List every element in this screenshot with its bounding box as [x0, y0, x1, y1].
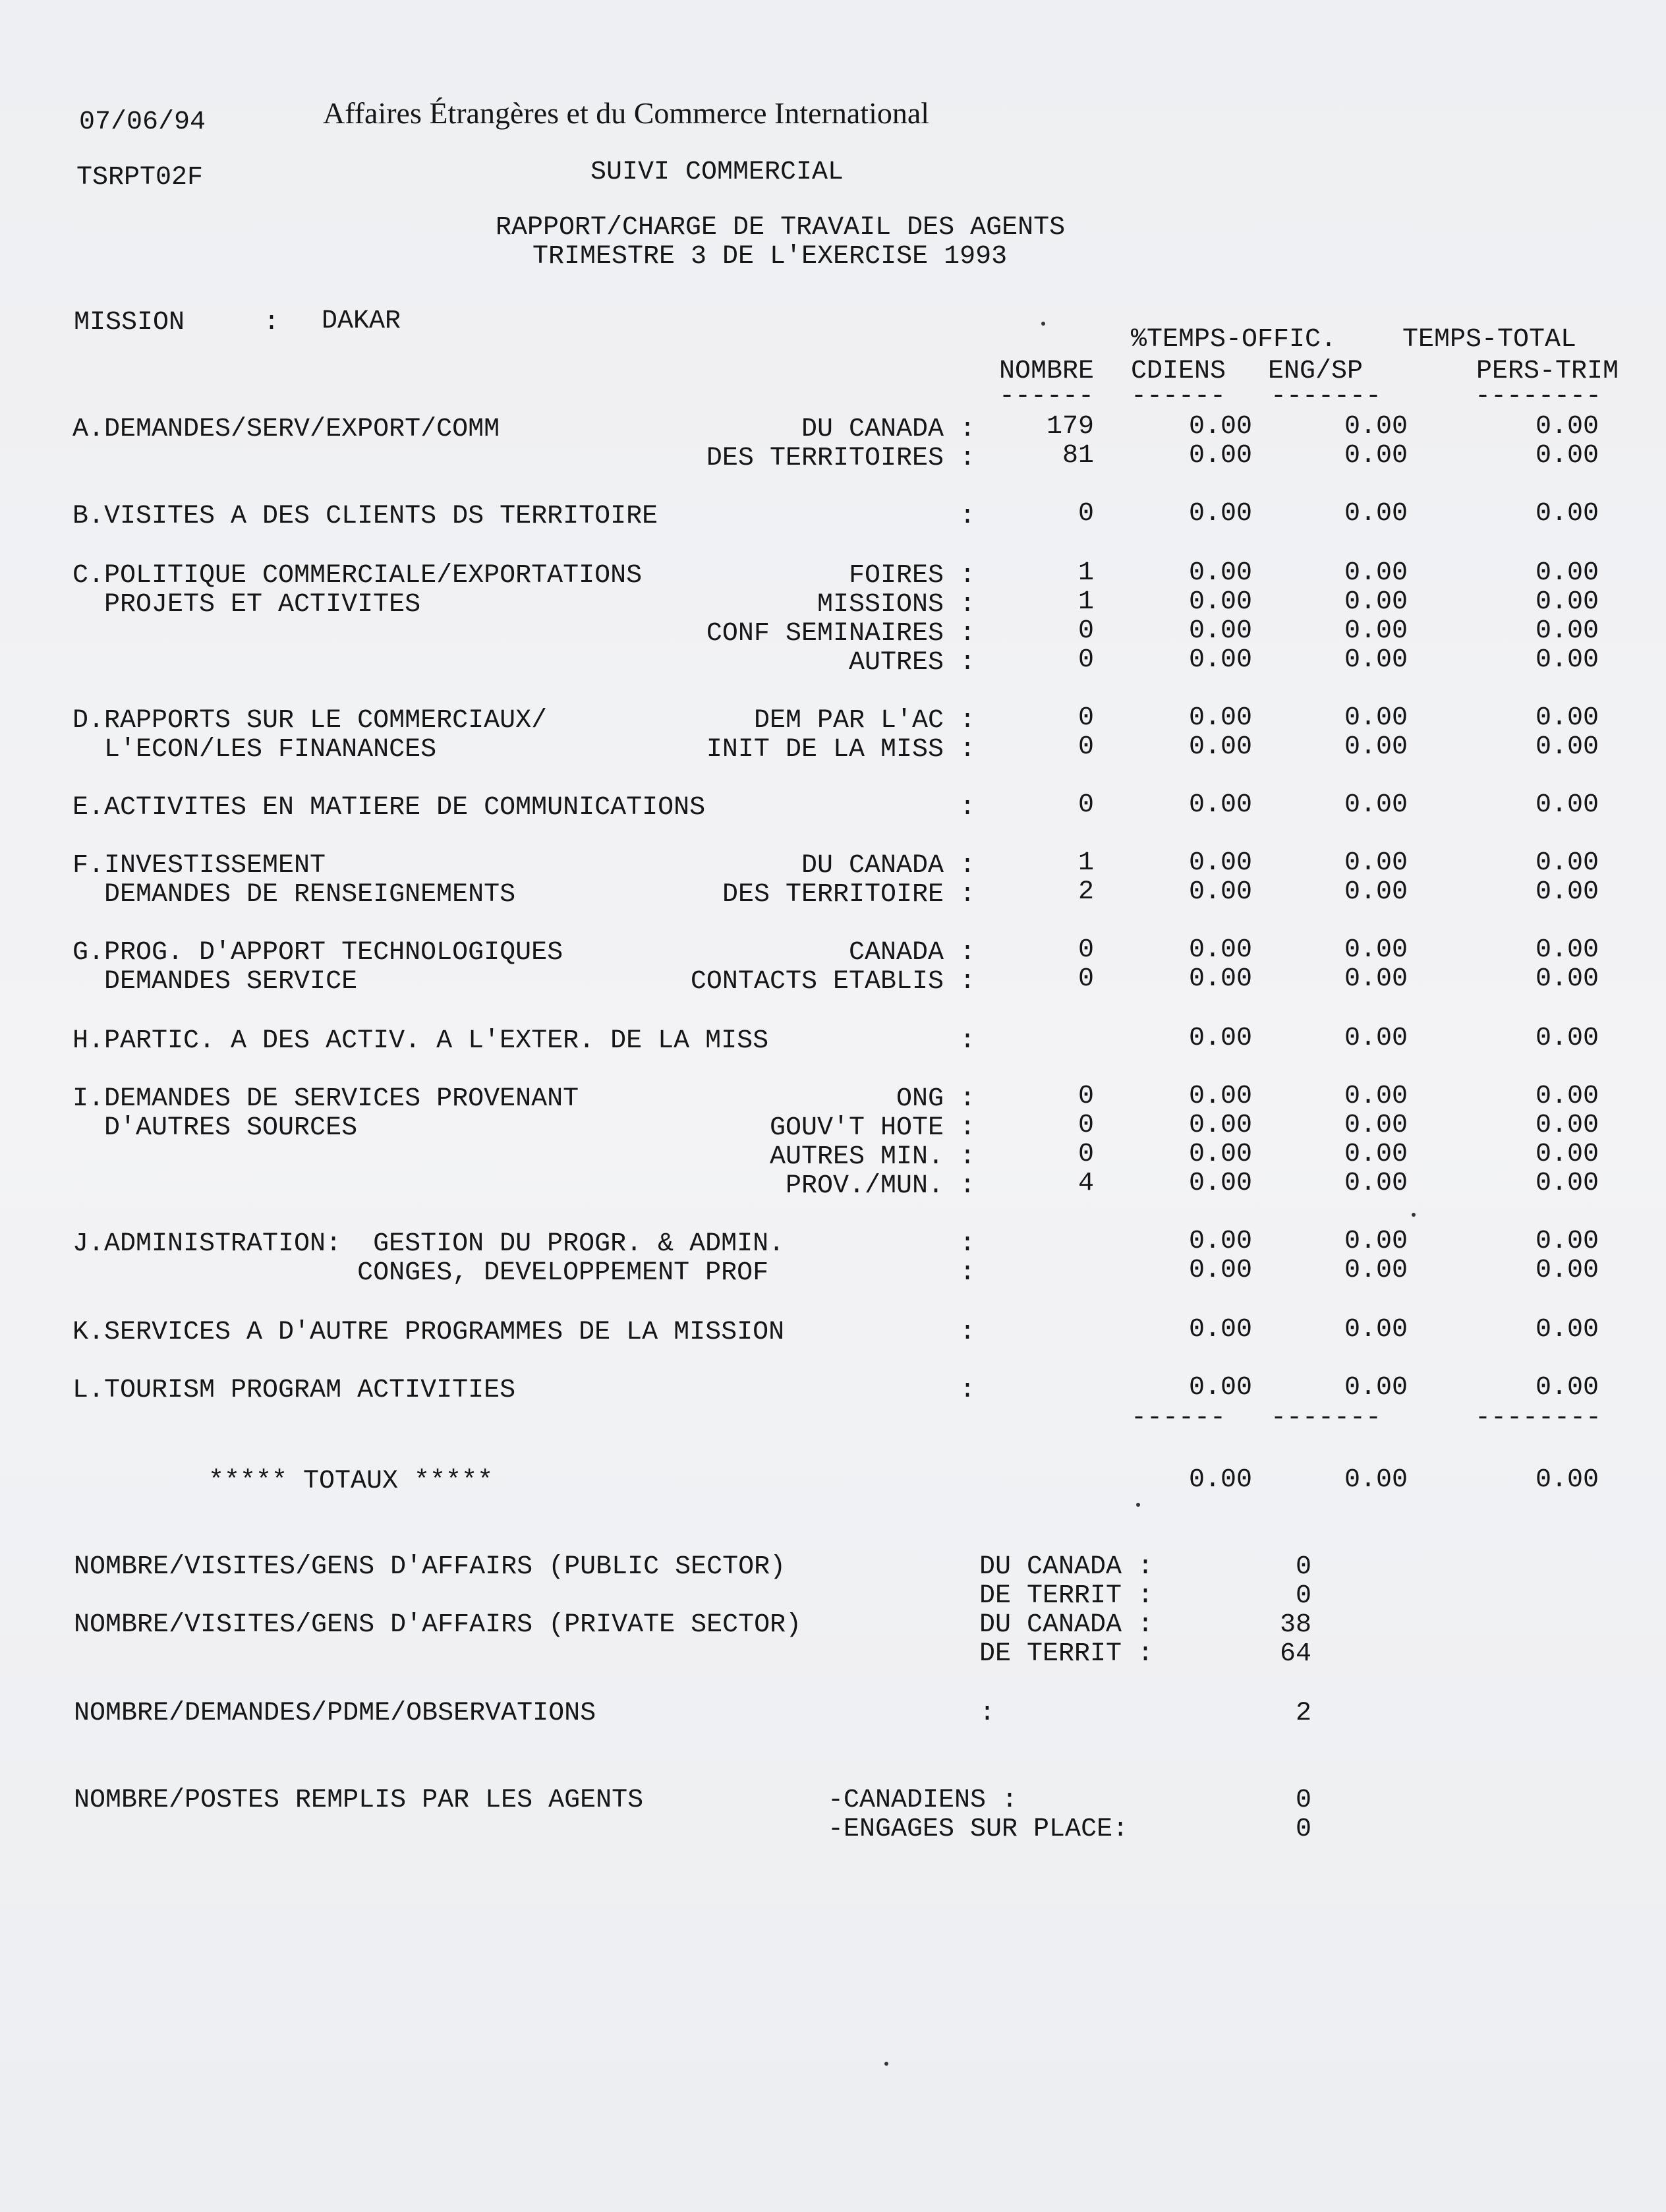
row-engsp: 0.00 [1344, 558, 1408, 588]
row-label: G.PROG. D'APPORT TECHNOLOGIQUES [72, 938, 563, 968]
row-cdiens: 0.00 [1188, 1315, 1252, 1345]
row-nombre: 0 [1077, 732, 1094, 762]
report-date: 07/06/94 [79, 107, 206, 137]
row-cdiens: 0.00 [1188, 1373, 1252, 1403]
row-engsp: 0.00 [1344, 877, 1408, 907]
row-nombre: 0 [1077, 1082, 1094, 1111]
row-perstrim: 0.00 [1535, 1024, 1599, 1053]
col-dash-nombre: ------ [998, 382, 1094, 411]
row-nombre: 179 [1046, 412, 1094, 442]
row-perstrim: 0.00 [1535, 1227, 1599, 1256]
footer-sublabel: DU CANADA : [979, 1552, 1154, 1582]
col-dash-engsp: ------- [1271, 382, 1382, 411]
totals-dash-engsp: ------- [1271, 1403, 1382, 1433]
row-cdiens: 0.00 [1188, 441, 1252, 471]
row-sublabel: ONG : [896, 1084, 975, 1114]
row-perstrim: 0.00 [1535, 935, 1599, 965]
row-sublabel: : [959, 1026, 975, 1056]
row-nombre: 0 [1077, 1140, 1094, 1169]
row-sublabel: : [959, 1318, 975, 1347]
scan-speck [1412, 1213, 1416, 1217]
row-sublabel: DU CANADA : [801, 851, 975, 881]
row-nombre: 1 [1077, 587, 1094, 617]
row-perstrim: 0.00 [1535, 1373, 1599, 1403]
mission-label: MISSION [74, 308, 185, 337]
footer-value: 64 [1279, 1639, 1311, 1669]
footer-sublabel: DE TERRIT : [979, 1581, 1154, 1611]
row-engsp: 0.00 [1344, 616, 1408, 646]
row-perstrim: 0.00 [1535, 848, 1599, 878]
row-perstrim: 0.00 [1535, 1256, 1599, 1285]
row-cdiens: 0.00 [1188, 732, 1252, 762]
scan-speck [1041, 322, 1045, 326]
row-engsp: 0.00 [1344, 1024, 1408, 1053]
row-sublabel: AUTRES MIN. : [769, 1142, 975, 1172]
row-perstrim: 0.00 [1535, 1111, 1599, 1140]
row-sublabel: DES TERRITOIRES : [706, 444, 975, 473]
row-sublabel: FOIRES : [848, 561, 975, 591]
col-nombre: NOMBRE [998, 357, 1094, 386]
col-dash-perstrim: -------- [1474, 382, 1601, 411]
row-engsp: 0.00 [1344, 441, 1408, 471]
row-perstrim: 0.00 [1535, 1315, 1599, 1345]
totals-dash-perstrim: -------- [1474, 1403, 1601, 1433]
ministry-name: Affaires Étrangères et du Commerce International [323, 96, 930, 130]
row-engsp: 0.00 [1344, 1140, 1408, 1169]
row-label: K.SERVICES A D'AUTRE PROGRAMMES DE LA MISSION [72, 1318, 785, 1347]
row-sublabel: MISSIONS : [817, 590, 975, 620]
row-sublabel: INIT DE LA MISS : [706, 735, 975, 765]
col-group-offic: %TEMPS-OFFIC. [1131, 325, 1337, 355]
row-label: H.PARTIC. A DES ACTIV. A L'EXTER. DE LA MISS [72, 1026, 769, 1056]
row-cdiens: 0.00 [1188, 1256, 1252, 1285]
row-perstrim: 0.00 [1535, 499, 1599, 529]
row-perstrim: 0.00 [1535, 1082, 1599, 1111]
row-nombre: 1 [1077, 558, 1094, 588]
footer-sublabel: DE TERRIT : [979, 1639, 1154, 1669]
row-sublabel: AUTRES : [848, 648, 975, 678]
row-label: I.DEMANDES DE SERVICES PROVENANT [72, 1084, 579, 1114]
row-engsp: 0.00 [1344, 1082, 1408, 1111]
row-engsp: 0.00 [1344, 412, 1408, 442]
row-cdiens: 0.00 [1188, 964, 1252, 994]
scan-speck [1136, 1503, 1140, 1507]
col-dash-cdiens: ------ [1131, 382, 1226, 411]
row-label: B.VISITES A DES CLIENTS DS TERRITOIRE [72, 502, 658, 531]
row-nombre: 0 [1077, 645, 1094, 675]
system-name: SUIVI COMMERCIAL [590, 158, 844, 187]
totals-cdiens: 0.00 [1188, 1465, 1252, 1495]
row-engsp: 0.00 [1344, 1227, 1408, 1256]
col-group-total: TEMPS-TOTAL [1402, 325, 1577, 355]
row-perstrim: 0.00 [1535, 877, 1599, 907]
row-label: J.ADMINISTRATION: GESTION DU PROGR. & ADMIN. [72, 1229, 785, 1259]
report-code: TSRPT02F [76, 163, 204, 192]
footer-value: 0 [1295, 1552, 1311, 1582]
footer-sublabel: -CANADIENS : [828, 1786, 1018, 1815]
row-engsp: 0.00 [1344, 1169, 1408, 1198]
row-label: A.DEMANDES/SERV/EXPORT/COMM [72, 415, 500, 444]
footer-label: NOMBRE/POSTES REMPLIS PAR LES AGENTS [74, 1786, 644, 1815]
footer-label: NOMBRE/VISITES/GENS D'AFFAIRS (PUBLIC SECTOR) [74, 1552, 786, 1582]
footer-value: 2 [1295, 1699, 1311, 1728]
row-engsp: 0.00 [1344, 499, 1408, 529]
row-nombre: 2 [1077, 877, 1094, 907]
footer-value: 0 [1295, 1786, 1311, 1815]
row-perstrim: 0.00 [1535, 732, 1599, 762]
totals-label: ***** TOTAUX ***** [208, 1467, 494, 1496]
row-nombre: 0 [1077, 964, 1094, 994]
row-sublabel: CONTACTS ETABLIS : [690, 967, 975, 997]
row-sublabel: : [959, 793, 975, 823]
row-nombre: 0 [1077, 616, 1094, 646]
totals-dash-cdiens: ------ [1131, 1403, 1226, 1433]
totals-engsp: 0.00 [1344, 1465, 1408, 1495]
row-engsp: 0.00 [1344, 645, 1408, 675]
row-perstrim: 0.00 [1535, 1169, 1599, 1198]
row-nombre: 1 [1077, 848, 1094, 878]
row-sublabel: DES TERRITOIRE : [722, 880, 975, 910]
row-engsp: 0.00 [1344, 935, 1408, 965]
row-label: L'ECON/LES FINANANCES [72, 735, 437, 765]
row-engsp: 0.00 [1344, 732, 1408, 762]
row-label: PROJETS ET ACTIVITES [72, 590, 421, 620]
row-engsp: 0.00 [1344, 1111, 1408, 1140]
row-label: DEMANDES DE RENSEIGNEMENTS [72, 880, 516, 910]
row-cdiens: 0.00 [1188, 877, 1252, 907]
row-sublabel: : [959, 1376, 975, 1405]
row-nombre: 81 [1062, 441, 1094, 471]
row-cdiens: 0.00 [1188, 616, 1252, 646]
row-label: DEMANDES SERVICE [72, 967, 358, 997]
row-sublabel: GOUV'T HOTE : [769, 1113, 975, 1143]
row-engsp: 0.00 [1344, 848, 1408, 878]
totals-perstrim: 0.00 [1535, 1465, 1599, 1495]
row-cdiens: 0.00 [1188, 790, 1252, 820]
report-title: RAPPORT/CHARGE DE TRAVAIL DES AGENTS [496, 213, 1066, 243]
row-nombre: 0 [1077, 790, 1094, 820]
row-label: E.ACTIVITES EN MATIERE DE COMMUNICATIONS [72, 793, 706, 823]
row-cdiens: 0.00 [1188, 1140, 1252, 1169]
scan-speck [884, 2062, 888, 2066]
mission-value: DAKAR [322, 306, 401, 336]
footer-sublabel: -ENGAGES SUR PLACE: [828, 1815, 1129, 1844]
row-sublabel: CONF SEMINAIRES : [706, 619, 975, 649]
row-cdiens: 0.00 [1188, 645, 1252, 675]
row-label: D'AUTRES SOURCES [72, 1113, 358, 1143]
row-cdiens: 0.00 [1188, 1111, 1252, 1140]
row-cdiens: 0.00 [1188, 848, 1252, 878]
row-engsp: 0.00 [1344, 703, 1408, 733]
row-cdiens: 0.00 [1188, 935, 1252, 965]
row-nombre: 0 [1077, 499, 1094, 529]
row-engsp: 0.00 [1344, 1256, 1408, 1285]
row-cdiens: 0.00 [1188, 703, 1252, 733]
row-cdiens: 0.00 [1188, 499, 1252, 529]
row-cdiens: 0.00 [1188, 1169, 1252, 1198]
footer-sublabel: : [979, 1699, 996, 1728]
row-cdiens: 0.00 [1188, 1024, 1252, 1053]
row-label: L.TOURISM PROGRAM ACTIVITIES [72, 1376, 516, 1405]
row-perstrim: 0.00 [1535, 616, 1599, 646]
row-label: CONGES, DEVELOPPEMENT PROF [72, 1258, 769, 1288]
row-cdiens: 0.00 [1188, 412, 1252, 442]
footer-label: NOMBRE/DEMANDES/PDME/OBSERVATIONS [74, 1699, 596, 1728]
report-subtitle: TRIMESTRE 3 DE L'EXERCISE 1993 [532, 242, 1008, 272]
row-label: D.RAPPORTS SUR LE COMMERCIAUX/ [72, 706, 548, 736]
row-engsp: 0.00 [1344, 964, 1408, 994]
row-label: C.POLITIQUE COMMERCIALE/EXPORTATIONS [72, 561, 643, 591]
footer-value: 0 [1295, 1815, 1311, 1844]
row-nombre: 4 [1077, 1169, 1094, 1198]
col-cdiens: CDIENS [1131, 357, 1226, 386]
row-perstrim: 0.00 [1535, 964, 1599, 994]
row-engsp: 0.00 [1344, 587, 1408, 617]
row-sublabel: CANADA : [848, 938, 975, 968]
footer-label: NOMBRE/VISITES/GENS D'AFFAIRS (PRIVATE SECTOR) [74, 1610, 802, 1640]
row-perstrim: 0.00 [1535, 412, 1599, 442]
row-engsp: 0.00 [1344, 1373, 1408, 1403]
row-nombre: 0 [1077, 1111, 1094, 1140]
row-label: F.INVESTISSEMENT [72, 851, 326, 881]
footer-value: 0 [1295, 1581, 1311, 1611]
row-sublabel: : [959, 1229, 975, 1259]
footer-sublabel: DU CANADA : [979, 1610, 1154, 1640]
row-perstrim: 0.00 [1535, 703, 1599, 733]
row-perstrim: 0.00 [1535, 1140, 1599, 1169]
col-perstrim: PERS-TRIM [1476, 357, 1619, 386]
row-engsp: 0.00 [1344, 790, 1408, 820]
row-cdiens: 0.00 [1188, 1227, 1252, 1256]
row-sublabel: DU CANADA : [801, 415, 975, 444]
row-sublabel: : [959, 1258, 975, 1288]
row-nombre: 0 [1077, 935, 1094, 965]
row-perstrim: 0.00 [1535, 587, 1599, 617]
row-perstrim: 0.00 [1535, 790, 1599, 820]
footer-value: 38 [1279, 1610, 1311, 1640]
row-nombre: 0 [1077, 703, 1094, 733]
row-perstrim: 0.00 [1535, 558, 1599, 588]
row-cdiens: 0.00 [1188, 1082, 1252, 1111]
row-sublabel: DEM PAR L'AC : [753, 706, 975, 736]
row-perstrim: 0.00 [1535, 645, 1599, 675]
row-sublabel: PROV./MUN. : [785, 1171, 975, 1201]
row-sublabel: : [959, 502, 975, 531]
row-cdiens: 0.00 [1188, 558, 1252, 588]
row-perstrim: 0.00 [1535, 441, 1599, 471]
mission-colon: : [264, 308, 280, 337]
col-engsp: ENG/SP [1268, 357, 1364, 386]
row-engsp: 0.00 [1344, 1315, 1408, 1345]
row-cdiens: 0.00 [1188, 587, 1252, 617]
